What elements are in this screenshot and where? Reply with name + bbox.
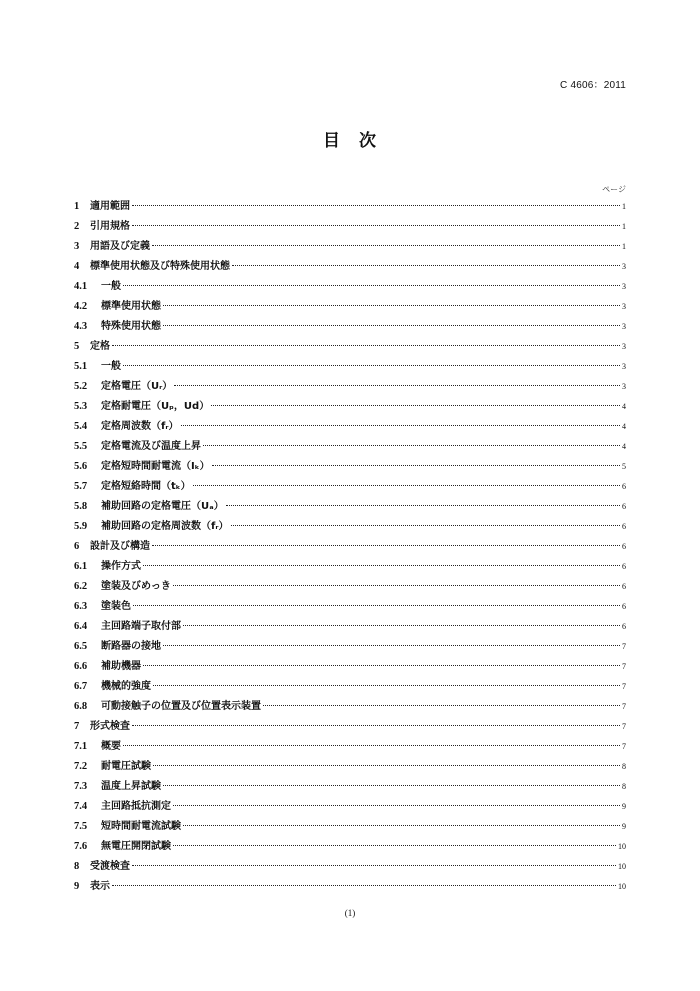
toc-section-title: 短時間耐電流試験 [101,821,181,832]
page-number: (1) [344,908,356,918]
toc-entry[interactable] [74,357,626,377]
dot-leader [123,745,620,746]
toc-entry[interactable] [74,277,626,297]
toc-entry[interactable] [74,337,626,357]
dot-leader [163,645,620,646]
dot-leader [173,585,620,586]
toc-entry[interactable] [74,437,626,457]
toc-section-title: 塗装及びめっき [101,581,171,592]
toc-section-title: 概要 [101,741,121,752]
toc-section-title: 引用規格 [90,221,130,232]
dot-leader [123,365,620,366]
toc-page-number: 3 [622,362,626,371]
toc-page-number: 8 [622,762,626,771]
toc-section-title: 耐電圧試験 [101,761,151,772]
dot-leader [143,565,620,566]
toc-section-number: 6.6 [74,661,88,672]
toc-entry[interactable] [74,417,626,437]
toc-entry[interactable] [74,497,626,517]
dot-leader [123,285,620,286]
toc-entry[interactable] [74,317,626,337]
toc-section-title: 適用範囲 [90,201,130,212]
toc-entry[interactable] [74,657,626,677]
toc-entry[interactable] [74,397,626,417]
toc-entry[interactable] [74,297,626,317]
standard-code: C 4606：2011 [560,80,626,91]
toc-page-number: 5 [622,462,626,471]
dot-leader [153,685,620,686]
dot-leader [133,605,620,606]
toc-section-number: 3 [74,241,80,252]
toc-page-number: 3 [622,302,626,311]
toc-section-title: 補助回路の定格電圧（Uₐ） [101,501,224,512]
toc-page-number: 1 [622,202,626,211]
toc-entry[interactable] [74,537,626,557]
toc-section-title: 補助機器 [101,661,141,672]
page-column-label: ページ [602,185,626,194]
toc-section-number: 4 [74,261,80,272]
page-title: 目 次 [323,131,377,151]
toc-entry[interactable] [74,837,626,857]
toc-section-title: 温度上昇試験 [101,781,161,792]
toc-page-number: 6 [622,602,626,611]
toc-page-number: 7 [622,682,626,691]
toc-section-title: 定格短絡時間（tₖ） [101,481,191,492]
toc-section-number: 6.7 [74,681,88,692]
toc-section-number: 7.4 [74,801,88,812]
toc-section-title: 機械的強度 [101,681,151,692]
toc-section-number: 6 [74,541,80,552]
dot-leader [132,205,620,206]
toc-section-number: 5.5 [74,441,88,452]
toc-section-number: 9 [74,881,80,892]
toc-entry[interactable] [74,197,626,217]
toc-section-number: 5 [74,341,80,352]
dot-leader [173,805,620,806]
dot-leader [163,785,620,786]
toc-section-number: 7.5 [74,821,88,832]
toc-section-title: 可動接触子の位置及び位置表示装置 [101,701,261,712]
dot-leader [193,485,620,486]
toc-section-title: 補助回路の定格周波数（fᵣ） [101,521,229,532]
toc-entry[interactable] [74,557,626,577]
dot-leader [263,705,620,706]
toc-entry[interactable] [74,717,626,737]
toc-entry[interactable] [74,817,626,837]
toc-section-number: 5.6 [74,461,88,472]
dot-leader [132,865,616,866]
toc-page-number: 3 [622,382,626,391]
toc-page-number: 7 [622,702,626,711]
toc-section-title: 一般 [101,361,121,372]
dot-leader [132,225,620,226]
dot-leader [211,405,620,406]
toc-section-number: 8 [74,861,80,872]
toc-page-number: 3 [622,262,626,271]
toc-section-number: 6.8 [74,701,88,712]
dot-leader [203,445,620,446]
toc-page-number: 10 [618,882,626,891]
toc-section-title: 断路器の接地 [101,641,161,652]
toc-entry[interactable] [74,777,626,797]
toc-page-number: 7 [622,662,626,671]
toc-section-title: 無電圧開閉試験 [101,841,171,852]
toc-section-number: 6.5 [74,641,88,652]
toc-section-number: 7.2 [74,761,88,772]
dot-leader [153,765,620,766]
toc-section-number: 5.3 [74,401,88,412]
dot-leader [174,385,620,386]
toc-page-number: 6 [622,542,626,551]
toc-section-title: 定格電圧（Uᵣ） [101,381,173,392]
toc-entry[interactable] [74,677,626,697]
toc-section-number: 5.4 [74,421,88,432]
dot-leader [173,845,616,846]
toc-entry[interactable] [74,797,626,817]
dot-leader [152,245,620,246]
toc-page-number: 7 [622,742,626,751]
toc-section-title: 定格短時間耐電流（Iₖ） [101,461,210,472]
toc-section-number: 7.1 [74,741,88,752]
toc-page-number: 4 [622,422,626,431]
toc-section-number: 6.2 [74,581,88,592]
toc-page-number: 6 [622,522,626,531]
toc-page-number: 3 [622,282,626,291]
toc-section-title: 定格 [90,341,110,352]
toc-section-title: 受渡検査 [90,861,130,872]
table-of-contents [74,197,626,897]
toc-section-number: 6.4 [74,621,88,632]
toc-page-number: 8 [622,782,626,791]
dot-leader [152,545,620,546]
toc-entry[interactable] [74,477,626,497]
toc-page-number: 9 [622,802,626,811]
toc-section-number: 7.3 [74,781,88,792]
toc-section-title: 設計及び構造 [90,541,150,552]
toc-entry[interactable] [74,597,626,617]
toc-entry[interactable] [74,617,626,637]
toc-section-title: 定格周波数（fᵣ） [101,421,179,432]
toc-page-number: 9 [622,822,626,831]
toc-section-number: 5.8 [74,501,88,512]
dot-leader [132,725,620,726]
dot-leader [183,625,620,626]
toc-page-number: 4 [622,442,626,451]
toc-page-number: 10 [618,862,626,871]
toc-entry[interactable] [74,517,626,537]
toc-page-number: 7 [622,642,626,651]
toc-section-title: 操作方式 [101,561,141,572]
toc-page-number: 6 [622,562,626,571]
toc-page-number: 1 [622,242,626,251]
toc-page-number: 1 [622,222,626,231]
toc-page-number: 6 [622,582,626,591]
toc-entry[interactable] [74,857,626,877]
toc-section-title: 標準使用状態及び特殊使用状態 [90,261,230,272]
dot-leader [232,265,620,266]
toc-page-number: 4 [622,402,626,411]
toc-entry[interactable] [74,257,626,277]
dot-leader [163,305,620,306]
dot-leader [163,325,620,326]
dot-leader [231,525,620,526]
toc-section-number: 4.2 [74,301,88,312]
dot-leader [112,885,616,886]
toc-section-title: 主回路端子取付部 [101,621,181,632]
toc-section-number: 5.1 [74,361,88,372]
toc-page-number: 6 [622,502,626,511]
toc-section-number: 6.3 [74,601,88,612]
toc-entry[interactable] [74,757,626,777]
toc-section-title: 標準使用状態 [101,301,161,312]
toc-section-title: 塗装色 [101,601,131,612]
toc-section-title: 一般 [101,281,121,292]
toc-section-title: 形式検査 [90,721,130,732]
toc-page-number: 7 [622,722,626,731]
toc-entry[interactable] [74,877,626,897]
dot-leader [112,345,620,346]
toc-page-number: 6 [622,622,626,631]
dot-leader [143,665,620,666]
toc-entry[interactable] [74,697,626,717]
toc-section-number: 5.2 [74,381,88,392]
toc-entry[interactable] [74,237,626,257]
toc-section-number: 7.6 [74,841,88,852]
toc-section-title: 表示 [90,881,110,892]
toc-section-title: 主回路抵抗測定 [101,801,171,812]
toc-page-number: 3 [622,322,626,331]
toc-section-title: 定格耐電圧（Uₚ，Ud） [101,401,210,412]
dot-leader [212,465,620,466]
toc-page-number: 3 [622,342,626,351]
toc-section-title: 定格電流及び温度上昇 [101,441,201,452]
toc-entry[interactable] [74,457,626,477]
toc-section-number: 4.1 [74,281,88,292]
toc-page-number: 10 [618,842,626,851]
toc-section-number: 6.1 [74,561,88,572]
toc-entry[interactable] [74,217,626,237]
toc-section-number: 7 [74,721,80,732]
toc-section-number: 5.7 [74,481,88,492]
toc-section-number: 4.3 [74,321,88,332]
dot-leader [181,425,620,426]
toc-section-title: 用語及び定義 [90,241,150,252]
toc-section-number: 2 [74,221,80,232]
toc-entry[interactable] [74,637,626,657]
toc-entry[interactable] [74,737,626,757]
toc-entry[interactable] [74,577,626,597]
toc-entry[interactable] [74,377,626,397]
toc-page-number: 6 [622,482,626,491]
dot-leader [183,825,620,826]
toc-section-number: 5.9 [74,521,88,532]
toc-section-number: 1 [74,201,80,212]
dot-leader [226,505,620,506]
toc-section-title: 特殊使用状態 [101,321,161,332]
